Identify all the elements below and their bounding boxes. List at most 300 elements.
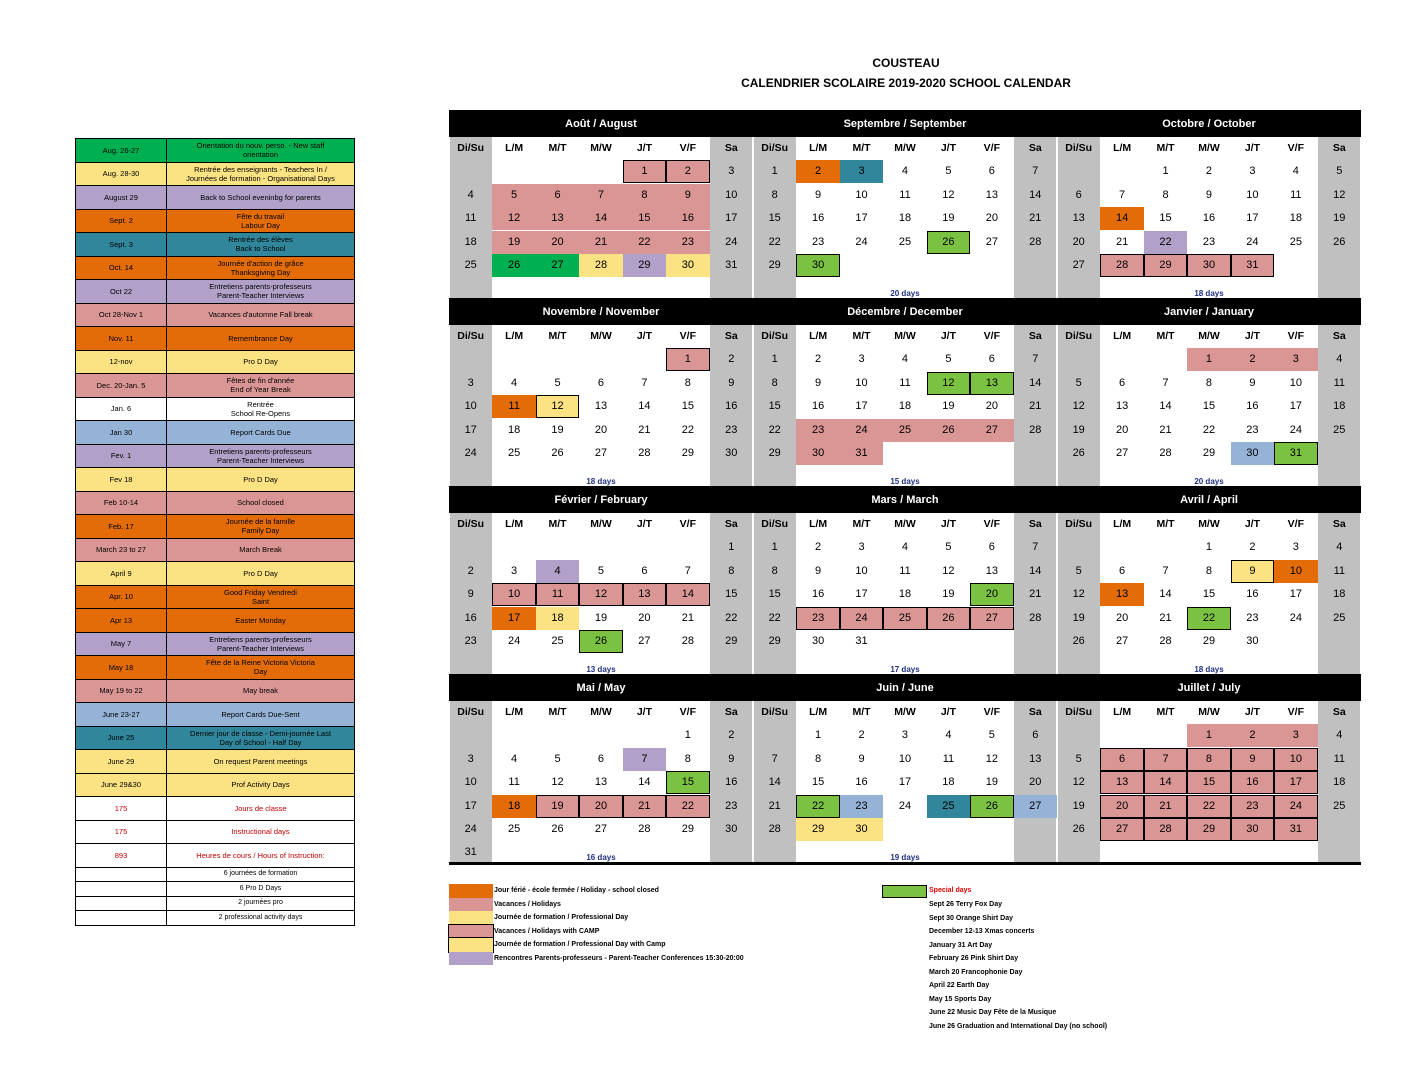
special-day-item: June 26 Graduation and International Day (no school): [929, 1022, 1108, 1030]
legend-description: Report Cards Due-Sent: [167, 703, 355, 727]
calendar-day: 28: [768, 823, 781, 835]
calendar-day: 8: [728, 564, 735, 577]
school-days-count: 20 days: [890, 289, 920, 298]
key-label: Vacances / Holidays with CAMP: [494, 927, 600, 935]
weekday-header: M/T: [852, 330, 871, 342]
weekday-header: M/T: [1156, 142, 1175, 154]
calendar-day: 31: [1231, 254, 1274, 277]
calendar-day: 21: [1144, 795, 1187, 818]
legend-row: [76, 797, 355, 821]
calendar-day: 7: [1032, 541, 1039, 554]
calendar-day: 17: [725, 212, 738, 225]
weekday-header: V/F: [1287, 518, 1304, 530]
calendar-day: 28: [1029, 235, 1042, 248]
weekday-header: Sa: [1332, 706, 1346, 718]
calendar-day: 1: [1205, 541, 1213, 554]
month-block: [753, 298, 1057, 486]
calendar-day: 10: [1274, 560, 1317, 583]
month-block: [449, 486, 753, 674]
calendar-day: 19: [1333, 212, 1346, 225]
weekday-header: V/F: [679, 142, 696, 154]
calendar-day: 8: [1205, 376, 1213, 389]
weekday-header: V/F: [679, 518, 696, 530]
legend-summary-text: 6 journées de formation: [167, 867, 355, 882]
legend-description: Pro D Day: [167, 350, 355, 374]
calendar-day: 28: [1159, 447, 1172, 459]
legend-row: [76, 256, 355, 280]
legend-description: Remembrance Day: [167, 327, 355, 351]
calendar-day: 12: [942, 188, 955, 201]
calendar-day: 27: [1072, 259, 1085, 271]
school-days-count: 18 days: [1194, 289, 1224, 298]
calendar-day: 8: [771, 376, 778, 389]
month-body: [753, 701, 1057, 862]
calendar-day: 5: [1075, 564, 1082, 577]
weekday-header: M/W: [894, 330, 916, 342]
legend-date: Jan. 6: [76, 397, 167, 421]
calendar-day: 14: [638, 776, 651, 789]
calendar-day: 23: [725, 423, 738, 436]
calendar-day: 21: [1029, 588, 1042, 601]
month-block: [1057, 674, 1361, 862]
calendar-day: 21: [681, 611, 694, 624]
calendar-day: 20: [1072, 235, 1085, 248]
legend-row: [76, 162, 355, 186]
calendar-day: 17: [1274, 771, 1317, 794]
month-title: Juin / June: [876, 682, 934, 694]
calendar-day: 31: [1274, 818, 1317, 841]
calendar-day: 17: [464, 799, 477, 812]
calendar-day: 4: [1336, 729, 1343, 742]
key-swatch: [449, 884, 493, 898]
key-label: Journée de formation / Professional Day with Camp: [494, 941, 666, 948]
calendar-day: 10: [855, 564, 868, 577]
weekday-header: M/T: [1156, 706, 1175, 718]
calendar-day: 1: [771, 541, 778, 554]
calendar-day: 21: [1159, 611, 1172, 624]
legend-row: [76, 538, 355, 562]
calendar-day: 19: [985, 776, 998, 789]
legend-row: [76, 726, 355, 750]
calendar-day: 9: [815, 188, 822, 201]
calendar-day: 16: [1246, 588, 1259, 601]
calendar-day: 12: [942, 564, 955, 577]
legend-summary-text: 6 Pro D Days: [167, 882, 355, 897]
month-body: [1057, 137, 1361, 298]
calendar-day: 18: [898, 212, 912, 225]
weekday-header: Di/Su: [457, 142, 485, 154]
calendar-day: 29: [1187, 818, 1230, 841]
calendar-day: 16: [855, 776, 868, 789]
calendar-day: 10: [725, 188, 738, 201]
calendar-day: 14: [666, 583, 709, 606]
legend-description: Pro D Day: [167, 562, 355, 586]
calendar-day: 24: [1289, 423, 1302, 436]
weekday-header: Sa: [1028, 330, 1042, 342]
calendar-day: 31: [840, 442, 883, 465]
calendar-grid: [449, 110, 1361, 865]
calendar-day: 22: [623, 231, 666, 254]
calendar-day: 9: [858, 752, 865, 765]
calendar-day: 11: [1333, 564, 1345, 577]
calendar-day: 26: [970, 795, 1013, 818]
legend-row: [76, 585, 355, 609]
calendar-day: 6: [641, 564, 648, 577]
special-day-item: May 15 Sports Day: [929, 995, 992, 1003]
weekday-header: M/T: [1156, 330, 1175, 342]
calendar-day: 1: [623, 160, 666, 183]
legend-row: [76, 468, 355, 492]
legend-date: 12-nov: [76, 350, 167, 374]
legend-description: March Break: [167, 538, 355, 562]
calendar-day: 2: [858, 729, 865, 742]
calendar-day: 14: [1159, 400, 1172, 413]
calendar-day: 12: [492, 207, 535, 230]
calendar-day: 13: [970, 372, 1013, 395]
calendar-day: 17: [855, 588, 868, 601]
legend-date: Apr. 10: [76, 585, 167, 609]
weekday-header: V/F: [983, 518, 1000, 530]
legend-date: Oct. 14: [76, 256, 167, 280]
legend-row: [76, 609, 355, 633]
legend-description: Vacances d'automne Fall break: [167, 303, 355, 327]
special-days-list: [929, 898, 1107, 1033]
legend-date: Feb 10-14: [76, 491, 167, 515]
calendar-day: 30: [840, 818, 883, 841]
month-body: [449, 325, 753, 486]
calendar-day: 6: [988, 541, 995, 554]
calendar-day: 17: [1289, 588, 1302, 601]
month-body: [753, 513, 1057, 674]
calendar-day: 4: [901, 165, 909, 178]
calendar-day: 4: [1336, 353, 1343, 366]
weekday-header: Di/Su: [457, 518, 485, 530]
calendar-day: 14: [638, 400, 651, 413]
legend-description: Rentrée des enseignants - Teachers In / Journées de formation - Organisational Days: [167, 162, 355, 186]
calendar-day: 11: [899, 188, 911, 201]
calendar-day: 25: [1333, 799, 1346, 812]
legend-row: [76, 562, 355, 586]
legend-date: June 29: [76, 750, 167, 774]
month-body: [449, 701, 753, 862]
calendar-day: 13: [536, 207, 579, 230]
calendar-day: 19: [1072, 611, 1085, 624]
calendar-day: 7: [1162, 376, 1169, 389]
legend-description: Instructional days: [167, 820, 355, 844]
calendar-day: 15: [681, 400, 694, 413]
month-block: [449, 110, 753, 298]
calendar-day: 16: [1202, 212, 1216, 225]
legend-description: Heures de cours / Hours of Instruction:: [167, 844, 355, 868]
calendar-day: 19: [536, 795, 579, 818]
legend-date: Jan 30: [76, 421, 167, 445]
weekday-header: L/M: [505, 706, 524, 718]
calendar-day: 13: [594, 400, 608, 413]
calendar-day: 29: [1144, 254, 1187, 277]
key-label: Journée de formation / Professional Day: [494, 914, 629, 921]
month-title: Novembre / November: [542, 306, 660, 318]
calendar-day: 4: [536, 560, 579, 583]
calendar-day: 23: [1246, 611, 1259, 624]
legend-date: Aug. 26-27: [76, 139, 167, 163]
calendar-day: 18: [536, 607, 579, 630]
month-body: [1057, 701, 1361, 862]
weekday-header: Di/Su: [1065, 330, 1093, 342]
legend-row: [76, 280, 355, 304]
calendar-day: 29: [796, 818, 839, 841]
key-label: Jour férié - école fermée / Holiday - school closed: [494, 887, 659, 894]
key-swatch: [449, 952, 493, 966]
calendar-day: 24: [1274, 795, 1317, 818]
calendar-day: 8: [771, 188, 778, 201]
calendar-day: 30: [1231, 818, 1274, 841]
legend-row: [76, 139, 355, 163]
calendar-day: 21: [1029, 212, 1042, 225]
calendar-day: 30: [796, 254, 839, 277]
calendar-day: 7: [684, 564, 691, 577]
calendar-day: 10: [492, 583, 535, 606]
calendar-day: 11: [1333, 376, 1345, 389]
weekday-header: M/W: [894, 142, 916, 154]
calendar-day: 6: [988, 165, 995, 178]
weekday-header: M/T: [548, 706, 567, 718]
calendar-day: 29: [1202, 635, 1216, 647]
legend-date: Sept. 2: [76, 209, 167, 233]
legend-description: School closed: [167, 491, 355, 515]
calendar-day: 9: [815, 564, 822, 577]
calendar-day: 30: [811, 635, 825, 647]
calendar-day: 3: [511, 564, 518, 577]
calendar-day: 7: [1032, 165, 1039, 178]
calendar-day: 10: [855, 376, 868, 389]
calendar-day: 6: [597, 376, 605, 389]
calendar-day: 27: [970, 419, 1013, 442]
calendar-day: 28: [638, 447, 651, 459]
calendar-day: 16: [1246, 400, 1259, 413]
legend-description: May break: [167, 679, 355, 703]
month-title: Octobre / October: [1162, 118, 1256, 130]
legend-date: Dec. 20-Jan. 5: [76, 374, 167, 398]
calendar-day: 25: [1333, 423, 1346, 436]
weekday-header: J/T: [636, 330, 652, 342]
legend-summary-row: [76, 896, 355, 911]
calendar-day: 12: [1072, 776, 1085, 789]
calendar-day: 15: [768, 400, 781, 413]
key-swatch: [449, 925, 493, 939]
calendar-day: 27: [594, 447, 608, 459]
calendar-day: 17: [855, 212, 868, 225]
month-body: [449, 513, 753, 674]
special-day-item: April 22 Earth Day: [929, 982, 990, 989]
weekday-header: L/M: [809, 706, 828, 718]
month-title: Août / August: [565, 118, 637, 130]
calendar-day: 8: [815, 752, 822, 765]
calendar-day: 1: [684, 729, 691, 742]
month-title: Septembre / September: [843, 118, 967, 130]
school-name: COUSTEAU: [872, 56, 940, 70]
calendar-day: 6: [988, 353, 995, 366]
calendar-day: 25: [883, 607, 926, 630]
calendar-day: 22: [725, 611, 738, 624]
legend-description: Dernier jour de classe - Demi-journée Last Day of School - Half Day: [167, 726, 355, 750]
calendar-day: 22: [796, 795, 839, 818]
calendar-day: 23: [1202, 235, 1216, 248]
calendar-day: 15: [1187, 771, 1230, 794]
calendar-day: 25: [507, 447, 521, 459]
weekday-header: Di/Su: [1065, 706, 1093, 718]
calendar-day: 15: [1202, 400, 1216, 413]
weekday-header: M/W: [1198, 142, 1220, 154]
legend-row: [76, 750, 355, 774]
calendar-day: 26: [492, 254, 535, 277]
weekday-header: Di/Su: [1065, 518, 1093, 530]
legend-date: June 29&30: [76, 773, 167, 797]
calendar-day: 21: [768, 799, 781, 812]
calendar-day: 11: [508, 776, 520, 789]
calendar-day: 12: [579, 583, 622, 606]
legend-date: Fev. 1: [76, 444, 167, 468]
legend-date: June 25: [76, 726, 167, 750]
calendar-day: 15: [1202, 588, 1216, 601]
legend-summary-text: 2 journées pro: [167, 896, 355, 911]
calendar-day: 27: [970, 607, 1013, 630]
calendar-day: 18: [507, 423, 521, 436]
calendar-day: 16: [811, 400, 825, 413]
legend-description: Fêtes de fin d'année End of Year Break: [167, 374, 355, 398]
calendar-title: CALENDRIER SCOLAIRE 2019-2020 SCHOOL CALENDAR: [741, 76, 1071, 90]
calendar-day: 1: [1187, 724, 1230, 747]
legend-date: April 9: [76, 562, 167, 586]
weekday-header: V/F: [679, 330, 696, 342]
calendar-day: 5: [1336, 165, 1343, 178]
calendar-day: 30: [1231, 442, 1274, 465]
calendar-day: 7: [1162, 564, 1169, 577]
calendar-day: 18: [898, 400, 912, 413]
weekday-header: L/M: [505, 518, 524, 530]
calendar-day: 26: [927, 419, 970, 442]
legend-summary-row: [76, 867, 355, 882]
calendar-day: 9: [666, 184, 709, 207]
key-row: [449, 884, 909, 898]
calendar-day: 9: [815, 376, 822, 389]
weekday-header: J/T: [636, 142, 652, 154]
legend-description: Jours de classe: [167, 797, 355, 821]
calendar-day: 19: [942, 212, 955, 225]
calendar-day: 6: [536, 184, 579, 207]
legend-row: [76, 444, 355, 468]
calendar-day: 31: [725, 259, 738, 271]
calendar-day: 10: [855, 188, 868, 201]
calendar-day: 18: [1333, 588, 1346, 601]
calendar-day: 13: [985, 564, 998, 577]
weekday-header: L/M: [1113, 518, 1132, 530]
legend-description: Entretiens parents-professeurs Parent-Teacher Interviews: [167, 280, 355, 304]
calendar-day: 19: [594, 611, 608, 624]
legend-description: Rentrée School Re-Opens: [167, 397, 355, 421]
calendar-day: 30: [1246, 635, 1259, 647]
weekday-header: M/T: [852, 518, 871, 530]
calendar-day: 16: [811, 212, 825, 225]
legend-description: Fête du travail Labour Day: [167, 209, 355, 233]
calendar-day: 24: [840, 419, 883, 442]
calendar-day: 3: [858, 541, 865, 554]
calendar-day: 3: [840, 160, 883, 183]
month-title: Février / February: [554, 494, 648, 506]
calendar-day: 14: [768, 776, 781, 789]
calendar-day: 21: [638, 423, 651, 436]
calendar-day: 11: [464, 212, 477, 225]
legend-description: Entretiens parents-professeurs Parent-Teacher Interviews: [167, 444, 355, 468]
calendar-day: 5: [945, 165, 952, 178]
weekday-header: V/F: [983, 142, 1000, 154]
weekday-header: M/T: [852, 142, 871, 154]
calendar-day: 2: [1231, 724, 1274, 747]
calendar-day: 2: [1205, 165, 1213, 178]
calendar-day: 25: [507, 823, 521, 835]
month-body: [1057, 325, 1361, 486]
calendar-day: 16: [666, 207, 709, 230]
calendar-day: 20: [1115, 423, 1129, 436]
calendar-day: 22: [768, 611, 781, 624]
calendar-day: 22: [768, 423, 781, 436]
legend-date: August 29: [76, 186, 167, 210]
school-days-count: 13 days: [586, 665, 616, 674]
key-label: Vacances / Holidays: [494, 900, 561, 908]
legend-row: [76, 844, 355, 868]
weekday-header: L/M: [1113, 706, 1132, 718]
calendar-day: 1: [666, 348, 709, 371]
calendar-day: 1: [1162, 165, 1169, 178]
calendar-day: 15: [811, 776, 825, 789]
weekday-header: Sa: [1028, 706, 1042, 718]
calendar-day: 26: [1072, 823, 1085, 835]
calendar-day: 17: [855, 400, 868, 413]
calendar-day: 22: [666, 795, 709, 818]
calendar-day: 28: [681, 635, 694, 647]
calendar-day: 13: [1029, 752, 1042, 765]
calendar-day: 24: [1246, 235, 1259, 248]
calendar-day: 3: [901, 729, 909, 742]
key-row: [449, 938, 909, 952]
legend-row: [76, 679, 355, 703]
month-block: [753, 674, 1057, 862]
calendar-day: 15: [768, 212, 781, 225]
calendar-day: 3: [728, 165, 735, 178]
weekday-header: Sa: [1028, 518, 1042, 530]
weekday-header: J/T: [1244, 518, 1260, 530]
calendar-day: 25: [1289, 235, 1302, 248]
weekday-header: L/M: [809, 142, 828, 154]
legend-date: June 23-27: [76, 703, 167, 727]
calendar-day: 29: [768, 259, 781, 271]
month-title: Avril / April: [1180, 494, 1238, 506]
weekday-header: J/T: [940, 706, 956, 718]
calendar-day: 30: [725, 823, 738, 835]
calendar-day: 15: [623, 207, 666, 230]
color-key: [449, 884, 909, 965]
school-days-count: 19 days: [890, 853, 920, 862]
calendar-day: 8: [623, 184, 666, 207]
calendar-day: 27: [536, 254, 579, 277]
school-days-count: 18 days: [1194, 665, 1224, 674]
legend-description: Back to School eveninbg for parents: [167, 186, 355, 210]
calendar-day: 19: [1072, 799, 1085, 812]
calendar-day: 2: [666, 160, 709, 183]
calendar-day: 11: [942, 752, 955, 765]
calendar-day: 15: [666, 771, 709, 794]
calendar-day: 23: [811, 235, 825, 248]
calendar-day: 25: [883, 419, 926, 442]
